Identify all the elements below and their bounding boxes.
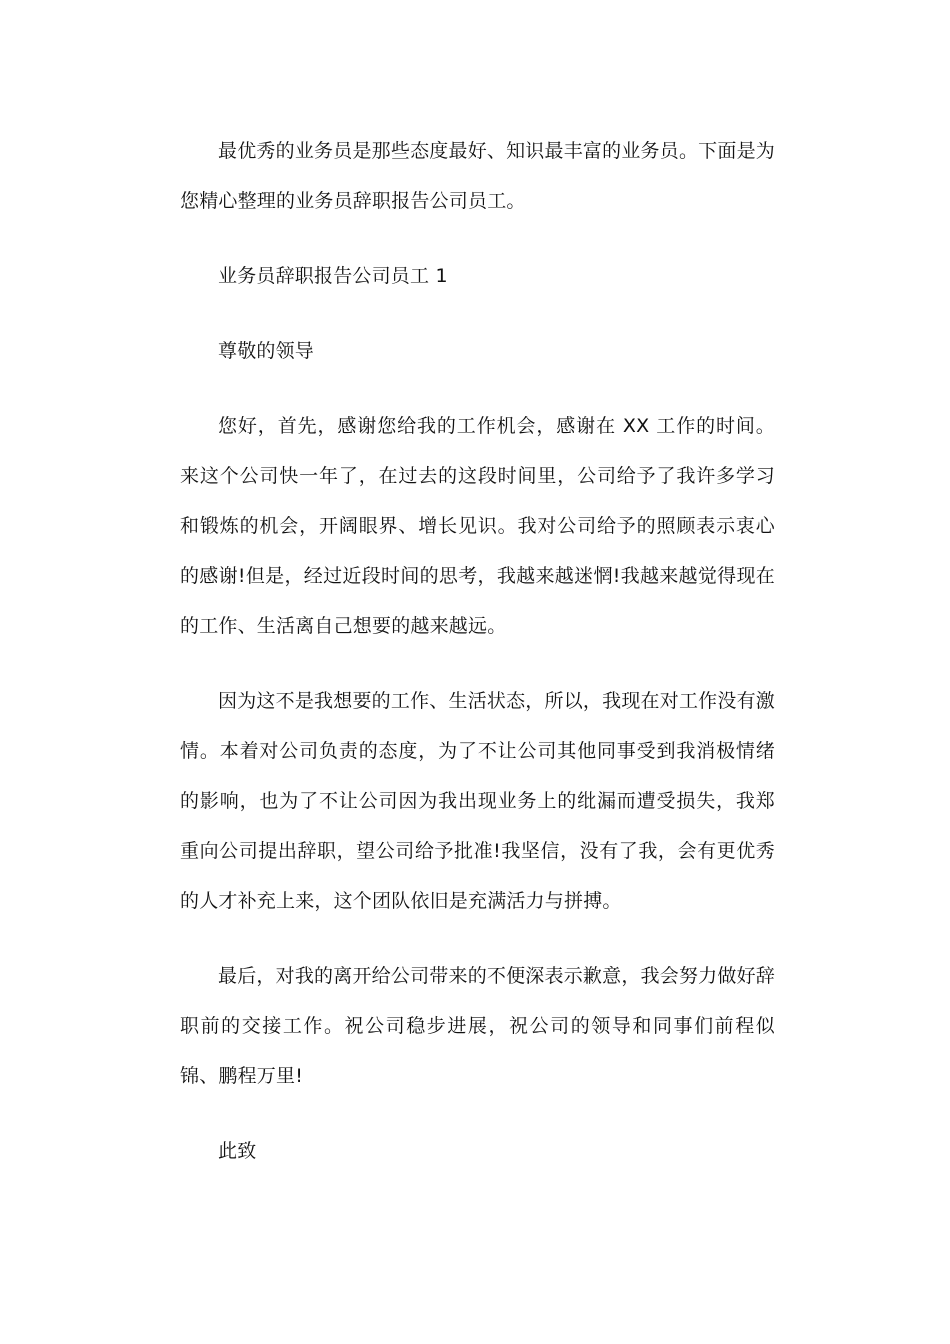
intro-paragraph: 最优秀的业务员是那些态度最好、知识最丰富的业务员。下面是为您精心整理的业务员辞职报告公司员工。 (180, 140, 775, 212)
closing: 此致 (218, 1140, 257, 1162)
document-body (180, 126, 775, 1176)
section-heading: 业务员辞职报告公司员工 1 (218, 265, 448, 287)
body-paragraph-2: 因为这不是我想要的工作、生活状态，所以，我现在对工作没有激情。本着对公司负责的态度，为了不让公司其他同事受到我消极情绪的影响，也为了不让公司因为我出现业务上的纰漏而遭受损失，我郑重向公司提出辞职，望公司给予批准!我坚信，没有了我，会有更优秀的人才补充上来，这个团队依旧是充满活力与拼搏。 (180, 690, 775, 912)
salutation: 尊敬的领导 (218, 340, 315, 362)
body-paragraph-3: 最后，对我的离开给公司带来的不便深表示歉意，我会努力做好辞职前的交接工作。祝公司稳步进展，祝公司的领导和同事们前程似锦、鹏程万里! (180, 965, 775, 1087)
body-paragraph-1: 您好，首先，感谢您给我的工作机会，感谢在 XX 工作的时间。来这个公司快一年了，在过去的这段时间里，公司给予了我许多学习和锻炼的机会，开阔眼界、增长见识。我对公司给予的照顾表示衷心的感谢!但是，经过近段时间的思考，我越来越迷惘!我越来越觉得现在的工作、生活离自己想要的越来越远。 (180, 415, 775, 637)
